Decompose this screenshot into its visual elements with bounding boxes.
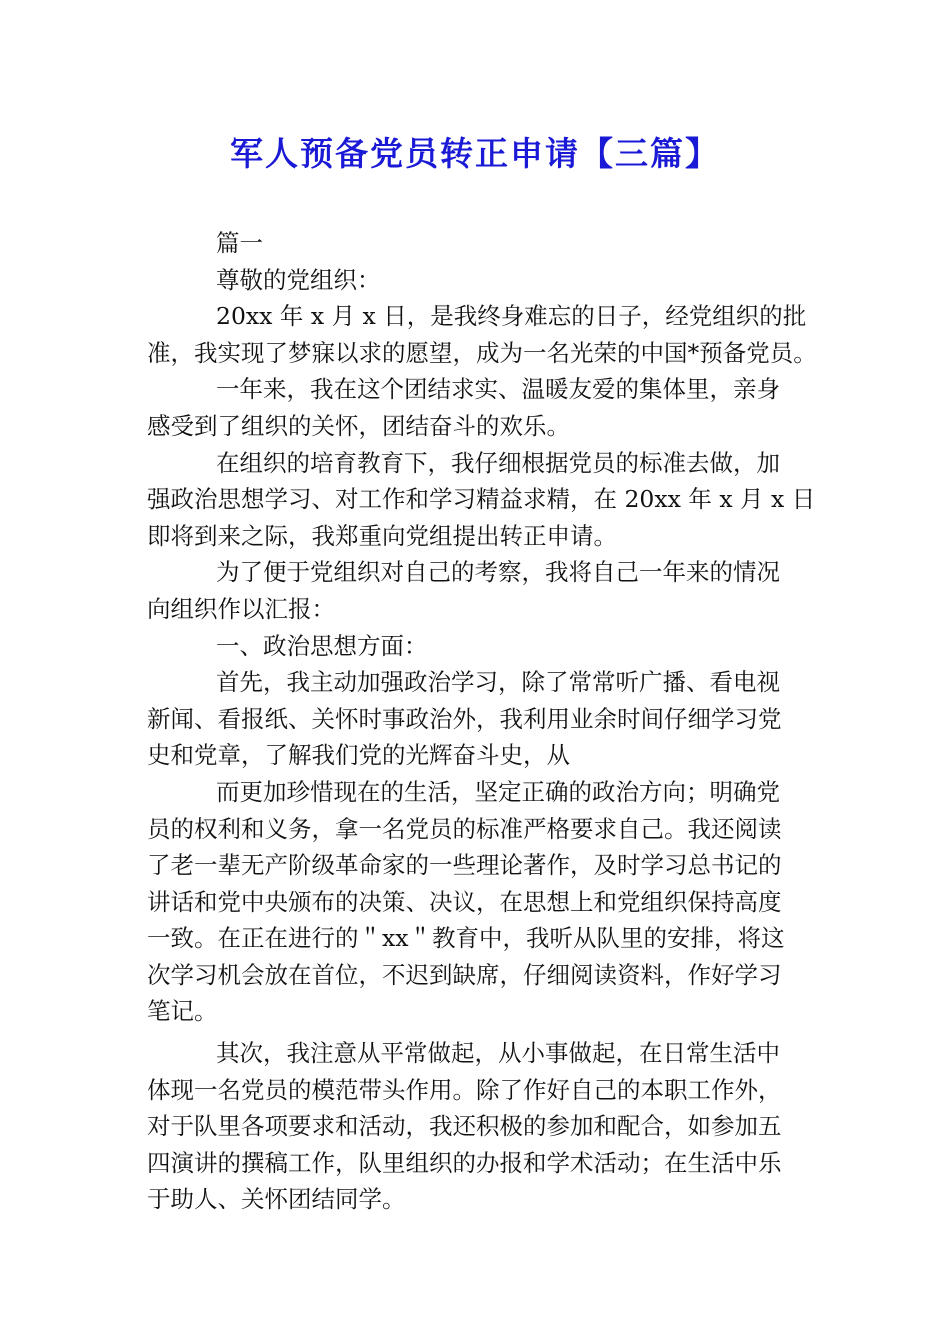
paragraph-line: 了老一辈无产阶级革命家的一些理论著作，及时学习总书记的 [147,851,782,880]
paragraph-line: 20xx 年 x 月 x 日，是我终身难忘的日子，经党组织的批 [216,302,807,331]
paragraph-line: 而更加珍惜现在的生活，坚定正确的政治方向；明确党 [216,777,780,806]
section-heading: 篇一 [216,229,263,257]
paragraph-line: 于助人、关怀团结同学。 [147,1185,406,1214]
paragraph-line: 对于队里各项要求和活动，我还积极的参加和配合，如参加五 [147,1112,782,1141]
paragraph-line: 四演讲的撰稿工作，队里组织的办报和学术活动；在生活中乐 [147,1148,782,1177]
subsection-heading: 一、政治思想方面： [216,631,428,660]
paragraph-line: 向组织作以汇报： [147,594,335,623]
paragraph-line: 在组织的培育教育下，我仔细根据党员的标准去做，加 [216,448,780,477]
document-title: 军人预备党员转正申请【三篇】 [230,134,720,173]
paragraph-line: 史和党章，了解我们党的光辉奋斗史，从 [147,741,570,770]
paragraph-line: 准，我实现了梦寐以求的愿望，成为一名光荣的中国*预备党员。 [147,338,817,367]
paragraph-line: 其次，我注意从平常做起，从小事做起，在日常生活中 [216,1039,780,1068]
paragraph-line: 首先，我主动加强政治学习，除了常常听广播、看电视 [216,668,780,697]
document-body [147,225,817,1218]
paragraph-line: 一致。在正在进行的＂xx＂教育中，我听从队里的安排，将这 [147,924,785,953]
paragraph-line: 员的权利和义务，拿一名党员的标准严格要求自己。我还阅读 [147,814,782,843]
paragraph-line: 感受到了组织的关怀，团结奋斗的欢乐。 [147,411,570,440]
paragraph-line: 讲话和党中央颁布的决策、决议，在思想上和党组织保持高度 [147,887,782,916]
paragraph-line: 为了便于党组织对自己的考察，我将自己一年来的情况 [216,558,780,587]
paragraph-line: 新闻、看报纸、关怀时事政治外，我利用业余时间仔细学习党 [147,704,782,733]
paragraph-line: 即将到来之际，我郑重向党组提出转正申请。 [147,521,617,550]
salutation: 尊敬的党组织： [216,265,381,294]
paragraph-line: 体现一名党员的模范带头作用。除了作好自己的本职工作外， [147,1075,782,1104]
paragraph-line: 一年来，我在这个团结求实、温暖友爱的集体里，亲身 [216,375,780,404]
paragraph-line: 笔记。 [147,997,218,1026]
paragraph-line: 强政治思想学习、对工作和学习精益求精，在 20xx 年 x 月 x 日 [147,485,816,514]
paragraph-line: 次学习机会放在首位，不迟到缺席，仔细阅读资料，作好学习 [147,960,782,989]
